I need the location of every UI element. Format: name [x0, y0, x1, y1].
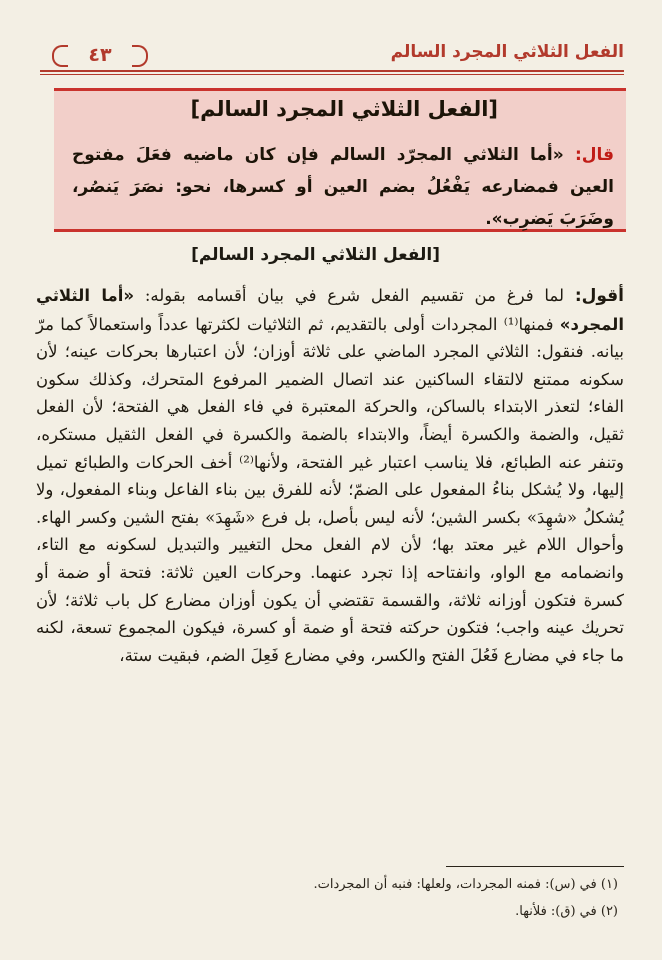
- matn-text: [72, 139, 614, 235]
- matn-qala-label: قال:: [574, 145, 615, 165]
- page-number: ٤٣: [58, 42, 142, 68]
- matn-box: [54, 88, 626, 232]
- header-rule: [40, 70, 624, 72]
- sharh-quote: «أما الثلاثي المجرد»: [36, 286, 624, 334]
- footnote-2: (٢) في (ق): فلأنها.: [515, 904, 618, 919]
- sharh-lead: أقول:: [574, 286, 624, 306]
- matn-title: [الفعل الثلاثي المجرد السالم]: [190, 97, 498, 121]
- page-header: [40, 40, 624, 76]
- sharh-body: [36, 282, 624, 669]
- sharh-title: [الفعل الثلاثي المجرد السالم]: [191, 245, 440, 265]
- footnote-1: (١) في (س): فمنه المجردات، ولعلها: فنبه أن المجردات.: [313, 877, 618, 892]
- sharh-text: فمنها⁽¹⁾ المجردات أولى بالتقديم، ثم الثلاثيات لكثرتها عدداً واستعمالاً كما مرّ بيانه. فنقول: الثلاثي المجرد الماضي على ثلاثة أوزان؛ لأن اعتبارها بحركات عينه؛ لأن سكونه ممتنع لالتقاء الساكنين عند اتصال الضمير المرفوع المتحرك، وكذلك سكون الفاء؛ لتعذر الابتداء بالساكن، والحركة المعتبرة في فاء الفعل هي الفتحة؛ لأن الفعل ثقيل، والضمة والكسرة أيضاً، والابتداء بالضمة والكسرة في الفعل الثقيل مستكره، وتنفر عنه الطبائع، فلا يناسب اعتبار غير الفتحة، ولأنها⁽²⁾ أخف الحركات والطبائع تميل إليها، ولا يُشكل بناءُ المفعول على الضمّ؛ لأنه للفرق بين بناء الفاعل وبناء المفعول، ولا يُشكلُ «شهِدَ» بكسر الشين؛ لأنه ليس بأصل، بل فرع «شَهِدَ» بفتح الشين وكسر الهاء. وأحوال اللام غير معتد بها؛ لأن لام الفعل محل التغيير والتبديل لسكونه مع التاء، وانضمامه مع الواو، وانفتاحه إذا تجرد عنهما. وحركات العين ثلاثة: فتحة أو ضمة أو كسرة فتكون أوزانه ثلاثة، والقسمة تقتضي أن يكون أوزان مضارع كل باب ثلاثة؛ لأن تحريك عينه واجب؛ فتكون حركته فتحة أو ضمة أو كسرة، فيكون المجموع تسعة، لكنه ما جاء في مضارع فَعُلَ الفتح والكسر، وفي مضارع فَعِلَ الضم، فبقيت ستة،: [36, 314, 625, 665]
- sharh-intro: لما فرغ من تقسيم الفعل شرع في بيان أقسامه بقوله:: [134, 286, 575, 305]
- running-title: الفعل الثلاثي المجرد السالم: [390, 42, 624, 62]
- matn-body: «أما الثلاثي المجرّد السالم فإن كان ماضيه فعَلَ مفتوح العين فمضارعه يَفْعُلُ بضم العين أو كسرها، نحو: نصَرَ يَنصُر، وضَرَبَ يَضرِب».: [72, 145, 614, 229]
- footnote-rule: [446, 866, 624, 867]
